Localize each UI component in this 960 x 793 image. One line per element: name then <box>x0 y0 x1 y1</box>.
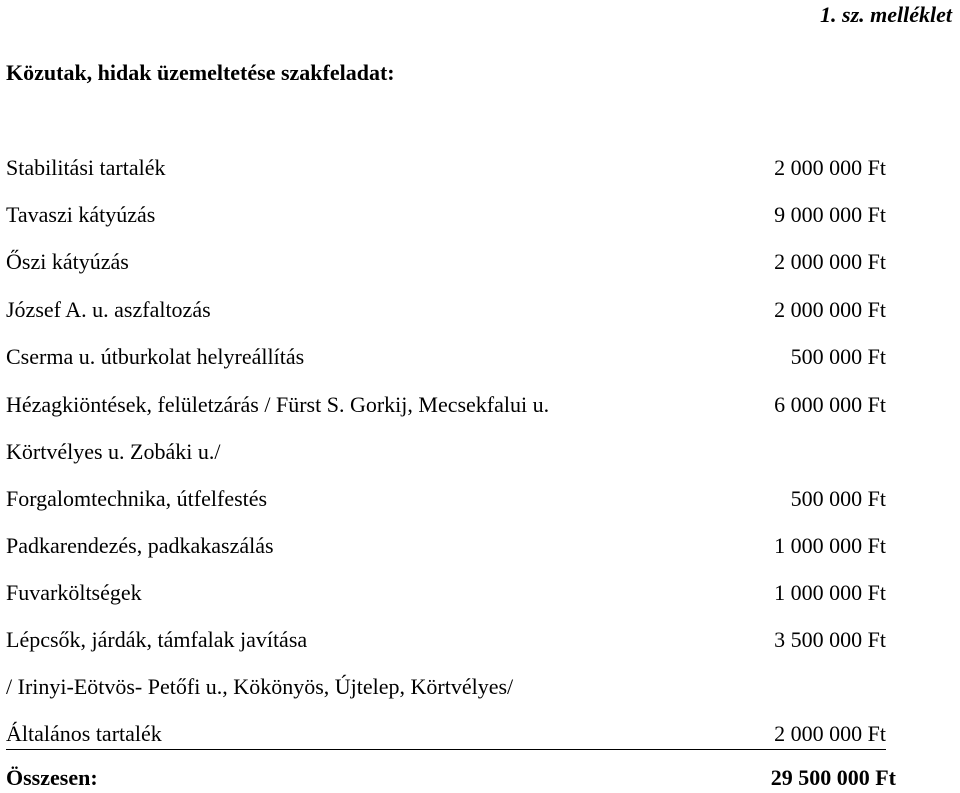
item-label: Hézagkiöntések, felületzárás / Fürst S. Gorkij, Mecsekfalui u. <box>6 392 550 417</box>
budget-row-stability-reserve <box>6 155 886 183</box>
budget-row-joint-sealing-cont <box>6 439 886 467</box>
budget-row-jozsef-asphalt <box>6 297 886 325</box>
item-label: Tavaszi kátyúzás <box>6 202 156 227</box>
budget-row-general-reserve <box>6 721 886 750</box>
budget-row-shoulder-mowing <box>6 533 886 561</box>
item-amount: 1 000 000 Ft <box>774 533 886 558</box>
budget-row-stairs-repair-cont <box>6 674 886 702</box>
item-label: Fuvarköltségek <box>6 580 142 605</box>
budget-row-spring-potholes <box>6 202 886 230</box>
item-label: Körtvélyes u. Zobáki u./ <box>6 439 221 464</box>
budget-row-autumn-potholes <box>6 249 886 277</box>
item-label: Forgalomtechnika, útfelfestés <box>6 486 268 511</box>
item-amount: 1 000 000 Ft <box>774 580 886 605</box>
item-amount: 2 000 000 Ft <box>774 249 886 274</box>
item-amount: 2 000 000 Ft <box>774 155 886 180</box>
item-label: Stabilitási tartalék <box>6 155 166 180</box>
item-amount: 500 000 Ft <box>790 486 886 511</box>
total-amount: 29 500 000 Ft <box>770 765 896 790</box>
item-label: / Irinyi-Eötvös- Petőfi u., Kökönyös, Újtelep, Körtvélyes/ <box>6 674 514 699</box>
item-label: Lépcsők, járdák, támfalak javítása <box>6 627 308 652</box>
item-label: Általános tartalék <box>6 721 162 746</box>
budget-row-traffic-markings <box>6 486 886 514</box>
budget-row-transport-costs <box>6 580 886 608</box>
item-label: József A. u. aszfaltozás <box>6 297 211 322</box>
item-amount: 500 000 Ft <box>790 344 886 369</box>
budget-total-row <box>6 765 896 793</box>
annex-label: 1. sz. melléklet <box>820 2 952 27</box>
document-title: Közutak, hidak üzemeltetése szakfeladat: <box>6 60 395 85</box>
item-amount: 9 000 000 Ft <box>774 202 886 227</box>
item-label: Padkarendezés, padkakaszálás <box>6 533 274 558</box>
budget-row-cserma-pavement <box>6 344 886 372</box>
item-label: Cserma u. útburkolat helyreállítás <box>6 344 305 369</box>
item-label: Őszi kátyúzás <box>6 249 129 274</box>
item-amount: 2 000 000 Ft <box>774 721 886 746</box>
budget-row-joint-sealing <box>6 392 886 420</box>
budget-row-stairs-repair <box>6 627 886 655</box>
item-amount: 6 000 000 Ft <box>774 392 886 417</box>
item-amount: 2 000 000 Ft <box>774 297 886 322</box>
total-label: Összesen: <box>6 765 98 790</box>
item-amount: 3 500 000 Ft <box>774 627 886 652</box>
